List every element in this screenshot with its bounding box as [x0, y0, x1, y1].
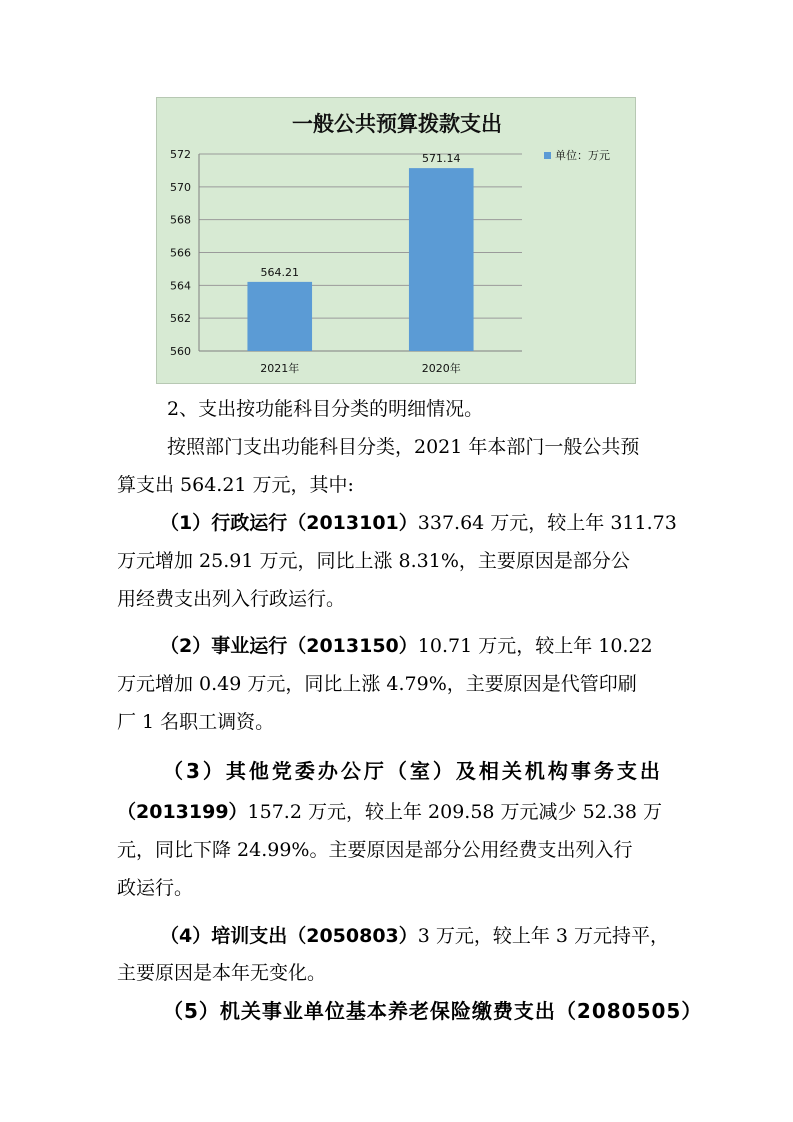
chart-title: 一般公共预算拨款支出 [292, 112, 502, 136]
item-3-line-3: 元，同比下降 24.99%。主要原因是部分公用经费支出列入行 [117, 839, 633, 861]
legend-swatch [544, 152, 551, 159]
chart-canvas [157, 98, 637, 385]
bar-2 [409, 168, 474, 351]
item-4-text: 3 万元，较上年 3 万元持平， [417, 925, 670, 947]
y-tick-label: 568 [170, 213, 191, 227]
chart-legend [544, 149, 610, 162]
x-tick-label: 2021年 [260, 362, 300, 375]
section-heading: 2、支出按功能科目分类的明细情况。 [167, 398, 484, 420]
x-tick-label: 2020年 [421, 362, 461, 375]
item-1-title: （1）行政运行（2013101） [160, 512, 418, 534]
intro-line-2: 算支出 564.21 万元，其中: [117, 474, 354, 496]
item-2-text: 10.71 万元，较上年 10.22 [417, 635, 653, 657]
item-4-line-2: 主要原因是本年无变化。 [117, 962, 327, 984]
item-4-title: （4）培训支出（2050803） [160, 925, 418, 947]
y-tick-label: 560 [170, 345, 191, 358]
item-1-line-1 [160, 514, 677, 533]
y-tick-label: 564 [170, 279, 191, 293]
item-3-text: 157.2 万元，较上年 209.58 万元减少 52.38 万 [247, 801, 663, 823]
data-label: 564.21 [260, 265, 299, 279]
data-label: 571.14 [422, 152, 461, 166]
item-1-line-2: 万元增加 25.91 万元，同比上涨 8.31%，主要原因是部分公 [117, 550, 630, 572]
item-1-line-3: 用经费支出列入行政运行。 [117, 588, 346, 610]
item-2-line-3: 厂 1 名职工调资。 [117, 711, 275, 733]
y-tick-label: 562 [170, 312, 191, 326]
item-2-title: （2）事业运行（2013150） [160, 635, 418, 657]
item-2-line-1 [160, 637, 653, 656]
item-1-text: 337.64 万元，较上年 311.73 [417, 512, 677, 534]
item-4-line-1 [160, 927, 669, 946]
budget-chart [156, 97, 636, 384]
item-3-code: （2013199） [117, 801, 248, 823]
y-tick-label: 572 [170, 148, 191, 161]
item-3-line-2 [117, 803, 662, 822]
intro-line-1: 按照部门支出功能科目分类，2021 年本部门一般公共预 [167, 436, 640, 458]
item-3-title: （3）其他党委办公厅（室）及相关机构事务支出 [163, 759, 663, 783]
item-2-line-2: 万元增加 0.49 万元，同比上涨 4.79%，主要原因是代管印刷 [117, 673, 637, 695]
legend-label: 单位：万元 [555, 149, 610, 162]
item-3-line-4: 政运行。 [117, 877, 194, 899]
item-5-title: （5）机关事业单位基本养老保险缴费支出（2080505） [163, 999, 703, 1023]
y-tick-label: 566 [170, 246, 191, 260]
bar-1 [247, 282, 312, 351]
y-tick-label: 570 [170, 180, 191, 194]
